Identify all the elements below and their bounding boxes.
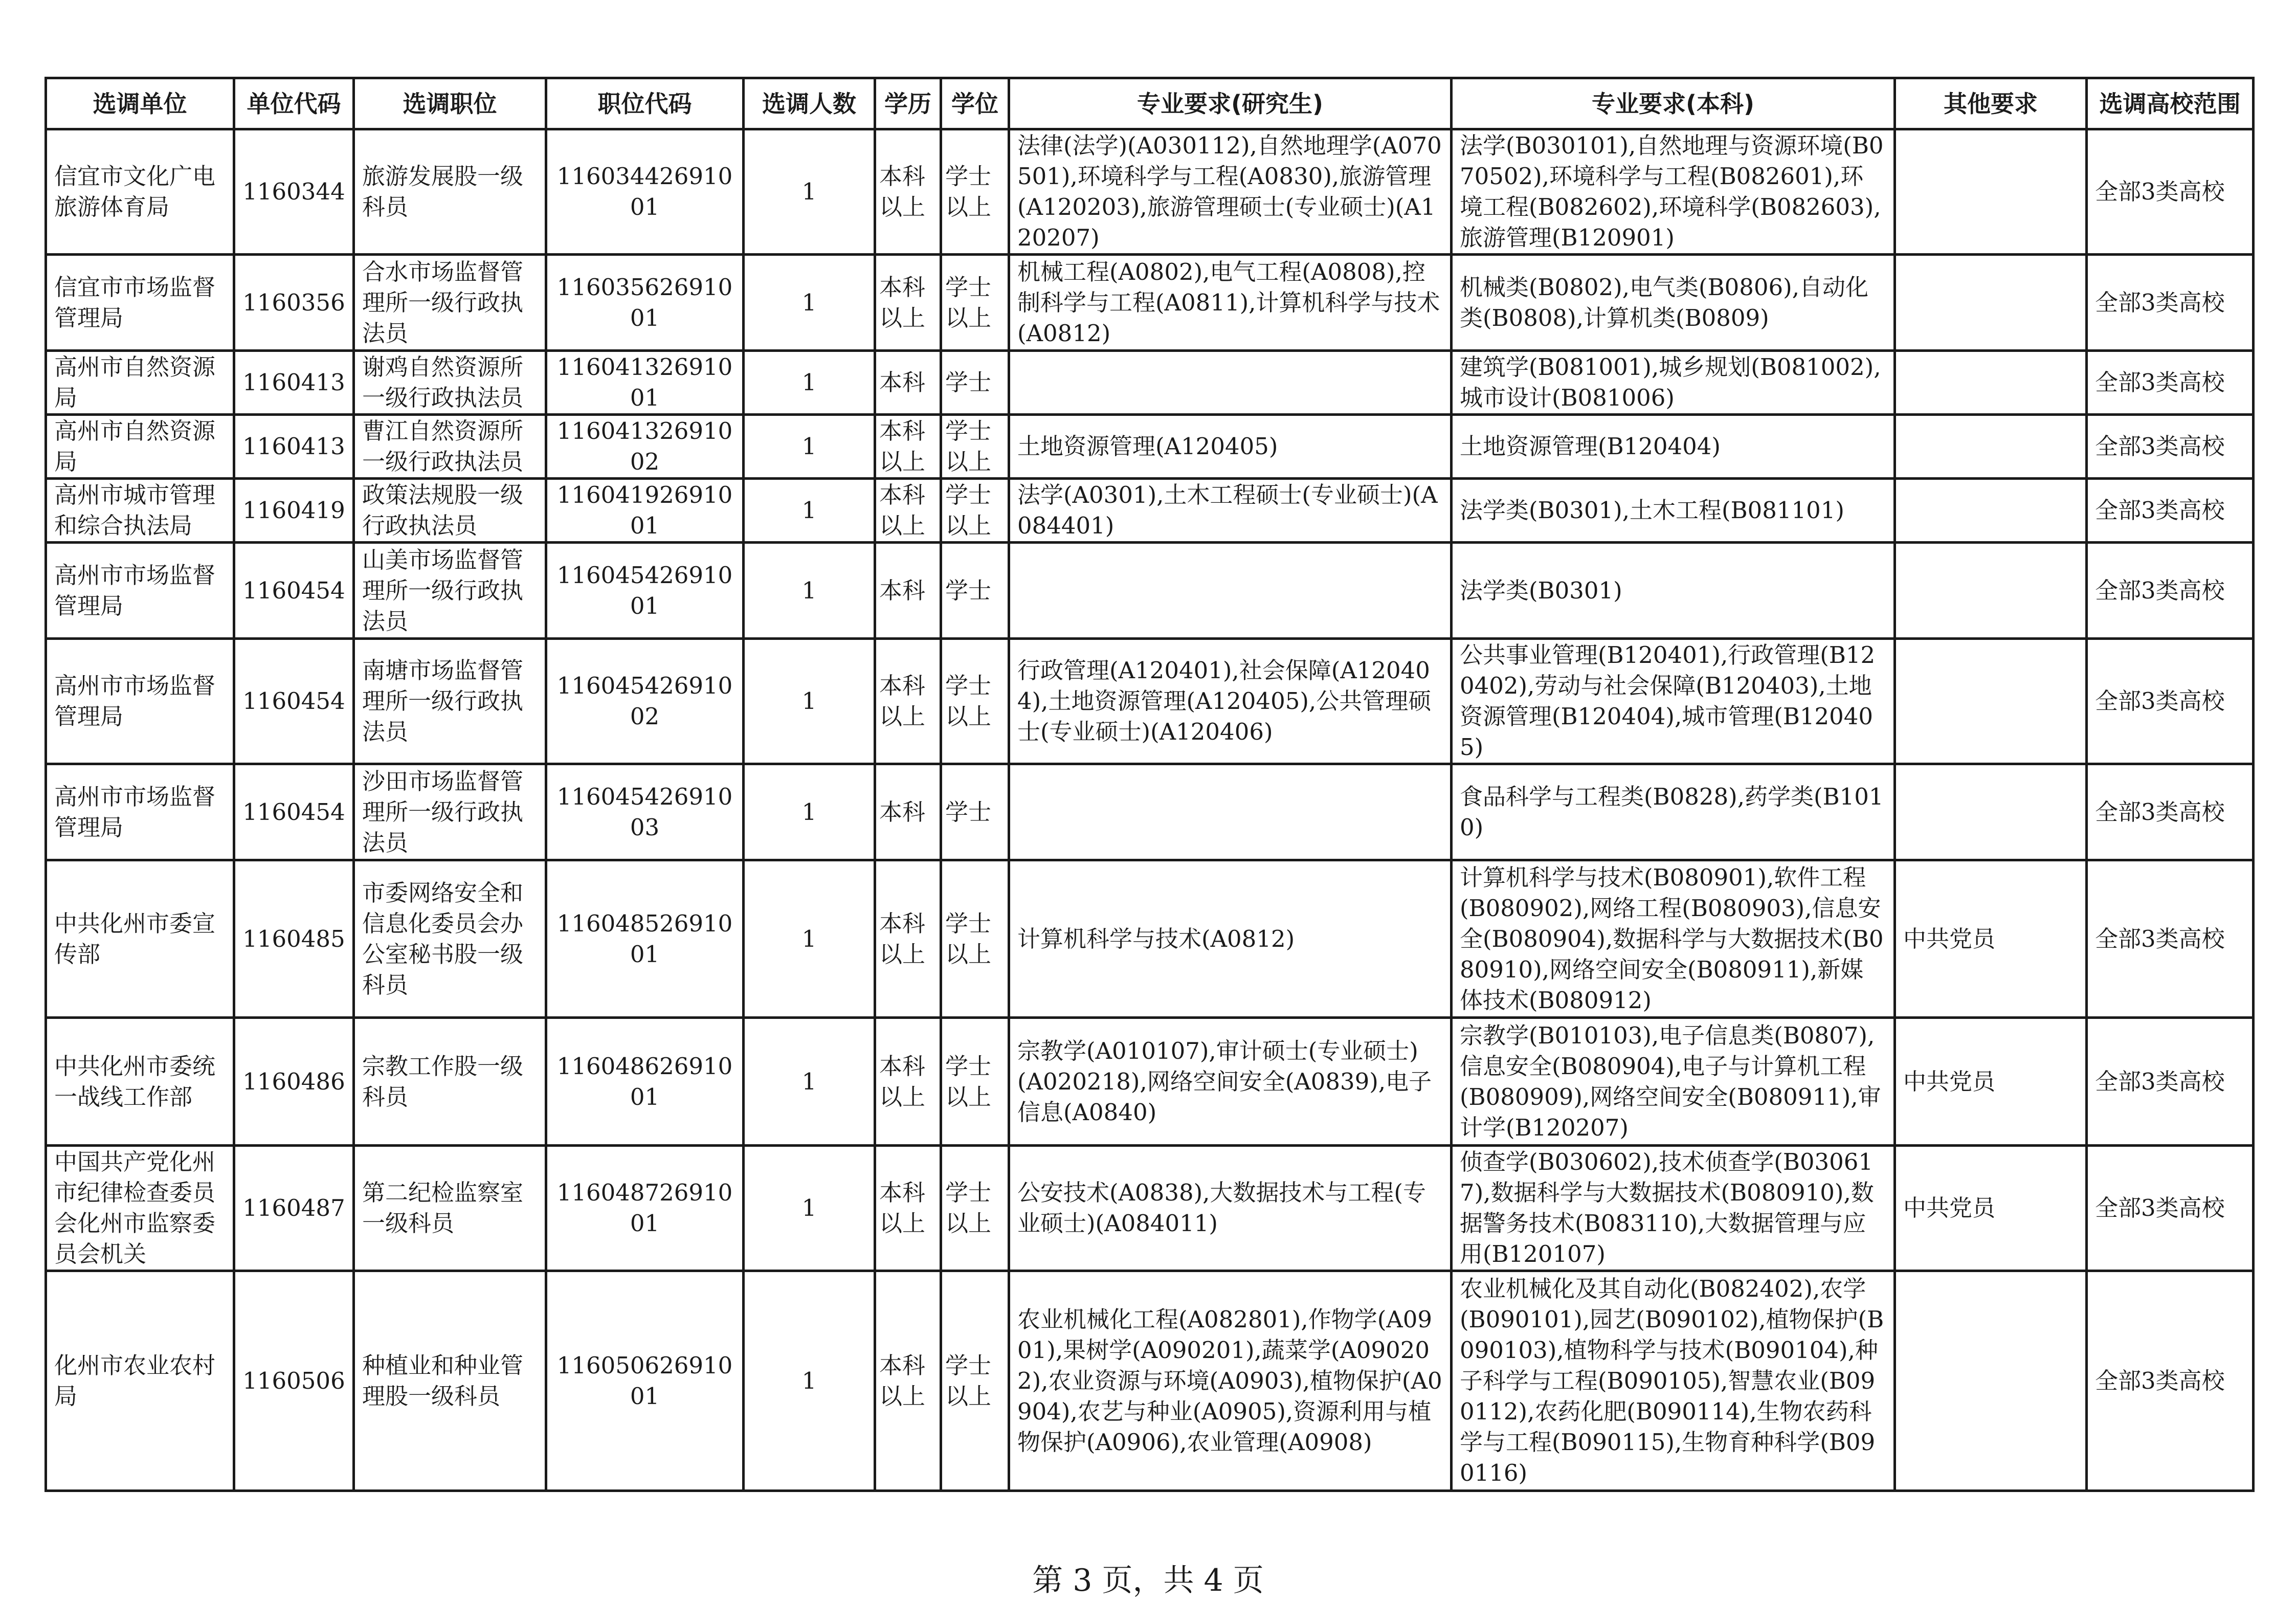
table-row: [46, 351, 2254, 415]
header-unit: 选调单位: [46, 78, 234, 129]
cell-unit-code: 1160454: [234, 764, 354, 860]
cell-unit: 中共化州市委宣传部: [46, 860, 234, 1018]
cell-unit-code: 1160486: [234, 1018, 354, 1146]
cell-unit: 高州市市场监督管理局: [46, 764, 234, 860]
cell-scope: 全部3类高校: [2087, 764, 2254, 860]
cell-position-code: 11605062691001: [546, 1271, 744, 1491]
cell-major-grad: [1009, 543, 1452, 639]
cell-position: 沙田市场监督管理所一级行政执法员: [354, 764, 546, 860]
cell-unit: 高州市自然资源局: [46, 415, 234, 479]
cell-position-code: 11604872691001: [546, 1146, 744, 1271]
cell-education: 本科: [875, 351, 941, 415]
cell-major-grad: 机械工程(A0802),电气工程(A0808),控制科学与工程(A0811),计算机科学与技术(A0812): [1009, 255, 1452, 351]
table-header-row: [46, 78, 2254, 129]
cell-unit-code: 1160454: [234, 639, 354, 764]
cell-degree: 学士以上: [941, 860, 1009, 1018]
cell-count: 1: [744, 860, 875, 1018]
cell-education: 本科以上: [875, 415, 941, 479]
cell-other: [1895, 1271, 2087, 1491]
cell-unit-code: 1160454: [234, 543, 354, 639]
cell-unit: 高州市城市管理和综合执法局: [46, 479, 234, 543]
cell-unit: 信宜市市场监督管理局: [46, 255, 234, 351]
cell-degree: 学士以上: [941, 415, 1009, 479]
cell-unit: 化州市农业农村局: [46, 1271, 234, 1491]
cell-education: 本科以上: [875, 639, 941, 764]
cell-count: 1: [744, 129, 875, 255]
table-row: [46, 1018, 2254, 1146]
table-row: [46, 764, 2254, 860]
cell-major-undergrad: 食品科学与工程类(B0828),药学类(B1010): [1452, 764, 1895, 860]
cell-education: 本科以上: [875, 129, 941, 255]
cell-education: 本科以上: [875, 860, 941, 1018]
cell-major-grad: 法律(法学)(A030112),自然地理学(A070501),环境科学与工程(A0830),旅游管理(A120203),旅游管理硕士(专业硕士)(A120207): [1009, 129, 1452, 255]
cell-degree: 学士: [941, 351, 1009, 415]
header-count: 选调人数: [744, 78, 875, 129]
cell-major-undergrad: 机械类(B0802),电气类(B0806),自动化类(B0808),计算机类(B0809): [1452, 255, 1895, 351]
cell-education: 本科以上: [875, 1271, 941, 1491]
cell-education: 本科: [875, 764, 941, 860]
cell-other: [1895, 129, 2087, 255]
cell-major-undergrad: 计算机科学与技术(B080901),软件工程(B080902),网络工程(B080903),信息安全(B080904),数据科学与大数据技术(B080910),网络空间安全(B080911),新媒体技术(B080912): [1452, 860, 1895, 1018]
cell-position-code: 11604862691001: [546, 1018, 744, 1146]
cell-scope: 全部3类高校: [2087, 1271, 2254, 1491]
cell-count: 1: [744, 764, 875, 860]
cell-major-grad: [1009, 351, 1452, 415]
cell-unit: 高州市市场监督管理局: [46, 639, 234, 764]
cell-count: 1: [744, 351, 875, 415]
cell-unit-code: 1160485: [234, 860, 354, 1018]
cell-other: [1895, 764, 2087, 860]
cell-major-undergrad: 法学(B030101),自然地理与资源环境(B070502),环境科学与工程(B082601),环境工程(B082602),环境科学(B082603),旅游管理(B120901): [1452, 129, 1895, 255]
cell-count: 1: [744, 415, 875, 479]
table-row: [46, 415, 2254, 479]
cell-education: 本科以上: [875, 1146, 941, 1271]
cell-degree: 学士以上: [941, 479, 1009, 543]
header-major-undergrad: 专业要求(本科): [1452, 78, 1895, 129]
cell-degree: 学士以上: [941, 639, 1009, 764]
cell-other: 中共党员: [1895, 1018, 2087, 1146]
cell-scope: 全部3类高校: [2087, 543, 2254, 639]
cell-other: [1895, 415, 2087, 479]
table-row: [46, 255, 2254, 351]
cell-unit: 中共化州市委统一战线工作部: [46, 1018, 234, 1146]
cell-major-grad: 公安技术(A0838),大数据技术与工程(专业硕士)(A084011): [1009, 1146, 1452, 1271]
cell-scope: 全部3类高校: [2087, 351, 2254, 415]
cell-position: 第二纪检监察室一级科员: [354, 1146, 546, 1271]
cell-major-grad: [1009, 764, 1452, 860]
cell-unit-code: 1160413: [234, 415, 354, 479]
cell-education: 本科以上: [875, 255, 941, 351]
cell-degree: 学士以上: [941, 255, 1009, 351]
cell-major-grad: 法学(A0301),土木工程硕士(专业硕士)(A084401): [1009, 479, 1452, 543]
cell-scope: 全部3类高校: [2087, 479, 2254, 543]
cell-major-grad: 农业机械化工程(A082801),作物学(A0901),果树学(A090201),蔬菜学(A090202),农业资源与环境(A0903),植物保护(A0904),农艺与种业(A0905),资源利用与植物保护(A0906),农业管理(A0908): [1009, 1271, 1452, 1491]
header-major-grad: 专业要求(研究生): [1009, 78, 1452, 129]
cell-position-code: 11603442691001: [546, 129, 744, 255]
cell-position-code: 11604132691002: [546, 415, 744, 479]
cell-unit-code: 1160413: [234, 351, 354, 415]
cell-other: [1895, 639, 2087, 764]
cell-scope: 全部3类高校: [2087, 639, 2254, 764]
cell-scope: 全部3类高校: [2087, 1146, 2254, 1271]
cell-other: [1895, 255, 2087, 351]
cell-count: 1: [744, 1018, 875, 1146]
cell-major-undergrad: 法学类(B0301): [1452, 543, 1895, 639]
table-row: [46, 479, 2254, 543]
cell-education: 本科: [875, 543, 941, 639]
cell-scope: 全部3类高校: [2087, 415, 2254, 479]
cell-degree: 学士以上: [941, 1018, 1009, 1146]
cell-unit: 高州市市场监督管理局: [46, 543, 234, 639]
table-row: [46, 129, 2254, 255]
cell-position: 南塘市场监督管理所一级行政执法员: [354, 639, 546, 764]
cell-degree: 学士以上: [941, 129, 1009, 255]
cell-major-grad: 行政管理(A120401),社会保障(A120404),土地资源管理(A120405),公共管理硕士(专业硕士)(A120406): [1009, 639, 1452, 764]
table-row: [46, 639, 2254, 764]
cell-degree: 学士以上: [941, 1146, 1009, 1271]
cell-count: 1: [744, 1146, 875, 1271]
cell-unit: 信宜市文化广电旅游体育局: [46, 129, 234, 255]
cell-position: 政策法规股一级行政执法员: [354, 479, 546, 543]
cell-count: 1: [744, 639, 875, 764]
cell-position: 种植业和种业管理股一级科员: [354, 1271, 546, 1491]
cell-major-undergrad: 建筑学(B081001),城乡规划(B081002),城市设计(B081006): [1452, 351, 1895, 415]
cell-major-grad: 计算机科学与技术(A0812): [1009, 860, 1452, 1018]
header-scope: 选调高校范围: [2087, 78, 2254, 129]
cell-scope: 全部3类高校: [2087, 1018, 2254, 1146]
cell-unit: 中国共产党化州市纪律检查委员会化州市监察委员会机关: [46, 1146, 234, 1271]
cell-scope: 全部3类高校: [2087, 129, 2254, 255]
cell-position-code: 11604132691001: [546, 351, 744, 415]
cell-position-code: 11604542691001: [546, 543, 744, 639]
cell-unit-code: 1160487: [234, 1146, 354, 1271]
cell-position: 谢鸡自然资源所一级行政执法员: [354, 351, 546, 415]
cell-position-code: 11604192691001: [546, 479, 744, 543]
table-row: [46, 1146, 2254, 1271]
cell-other: 中共党员: [1895, 1146, 2087, 1271]
cell-unit: 高州市自然资源局: [46, 351, 234, 415]
table-row: [46, 860, 2254, 1018]
page-number: 第 3 页，共 4 页: [1032, 1563, 1264, 1598]
cell-degree: 学士以上: [941, 1271, 1009, 1491]
header-other: 其他要求: [1895, 78, 2087, 129]
cell-major-undergrad: 宗教学(B010103),电子信息类(B0807),信息安全(B080904),电子与计算机工程(B080909),网络空间安全(B080911),审计学(B120207): [1452, 1018, 1895, 1146]
header-position: 选调职位: [354, 78, 546, 129]
cell-other: [1895, 351, 2087, 415]
cell-education: 本科以上: [875, 479, 941, 543]
header-position-code: 职位代码: [546, 78, 744, 129]
cell-position: 宗教工作股一级科员: [354, 1018, 546, 1146]
selection-table: [44, 77, 2255, 1492]
cell-position-code: 11604852691001: [546, 860, 744, 1018]
cell-major-undergrad: 公共事业管理(B120401),行政管理(B120402),劳动与社会保障(B120403),土地资源管理(B120404),城市管理(B120405): [1452, 639, 1895, 764]
cell-count: 1: [744, 255, 875, 351]
cell-major-undergrad: 土地资源管理(B120404): [1452, 415, 1895, 479]
cell-degree: 学士: [941, 764, 1009, 860]
cell-position: 旅游发展股一级科员: [354, 129, 546, 255]
cell-position: 合水市场监督管理所一级行政执法员: [354, 255, 546, 351]
cell-unit-code: 1160344: [234, 129, 354, 255]
table-row: [46, 1271, 2254, 1491]
cell-position-code: 11604542691002: [546, 639, 744, 764]
cell-count: 1: [744, 543, 875, 639]
cell-position-code: 11603562691001: [546, 255, 744, 351]
cell-major-undergrad: 农业机械化及其自动化(B082402),农学(B090101),园艺(B090102),植物保护(B090103),植物科学与技术(B090104),种子科学与工程(B090105),智慧农业(B090112),农药化肥(B090114),生物农药科学与工程(B090115),生物育种科学(B090116): [1452, 1271, 1895, 1491]
cell-position-code: 11604542691003: [546, 764, 744, 860]
cell-other: 中共党员: [1895, 860, 2087, 1018]
cell-unit-code: 1160419: [234, 479, 354, 543]
cell-position: 市委网络安全和信息化委员会办公室秘书股一级科员: [354, 860, 546, 1018]
cell-major-undergrad: 法学类(B0301),土木工程(B081101): [1452, 479, 1895, 543]
cell-education: 本科以上: [875, 1018, 941, 1146]
cell-major-grad: 宗教学(A010107),审计硕士(专业硕士)(A020218),网络空间安全(A0839),电子信息(A0840): [1009, 1018, 1452, 1146]
cell-degree: 学士: [941, 543, 1009, 639]
cell-major-grad: 土地资源管理(A120405): [1009, 415, 1452, 479]
cell-scope: 全部3类高校: [2087, 255, 2254, 351]
header-degree: 学位: [941, 78, 1009, 129]
header-education: 学历: [875, 78, 941, 129]
cell-count: 1: [744, 1271, 875, 1491]
cell-position: 山美市场监督管理所一级行政执法员: [354, 543, 546, 639]
cell-scope: 全部3类高校: [2087, 860, 2254, 1018]
table-row: [46, 543, 2254, 639]
cell-unit-code: 1160506: [234, 1271, 354, 1491]
cell-major-undergrad: 侦查学(B030602),技术侦查学(B030617),数据科学与大数据技术(B080910),数据警务技术(B083110),大数据管理与应用(B120107): [1452, 1146, 1895, 1271]
cell-position: 曹江自然资源所一级行政执法员: [354, 415, 546, 479]
cell-count: 1: [744, 479, 875, 543]
cell-other: [1895, 479, 2087, 543]
cell-unit-code: 1160356: [234, 255, 354, 351]
cell-other: [1895, 543, 2087, 639]
header-unit-code: 单位代码: [234, 78, 354, 129]
